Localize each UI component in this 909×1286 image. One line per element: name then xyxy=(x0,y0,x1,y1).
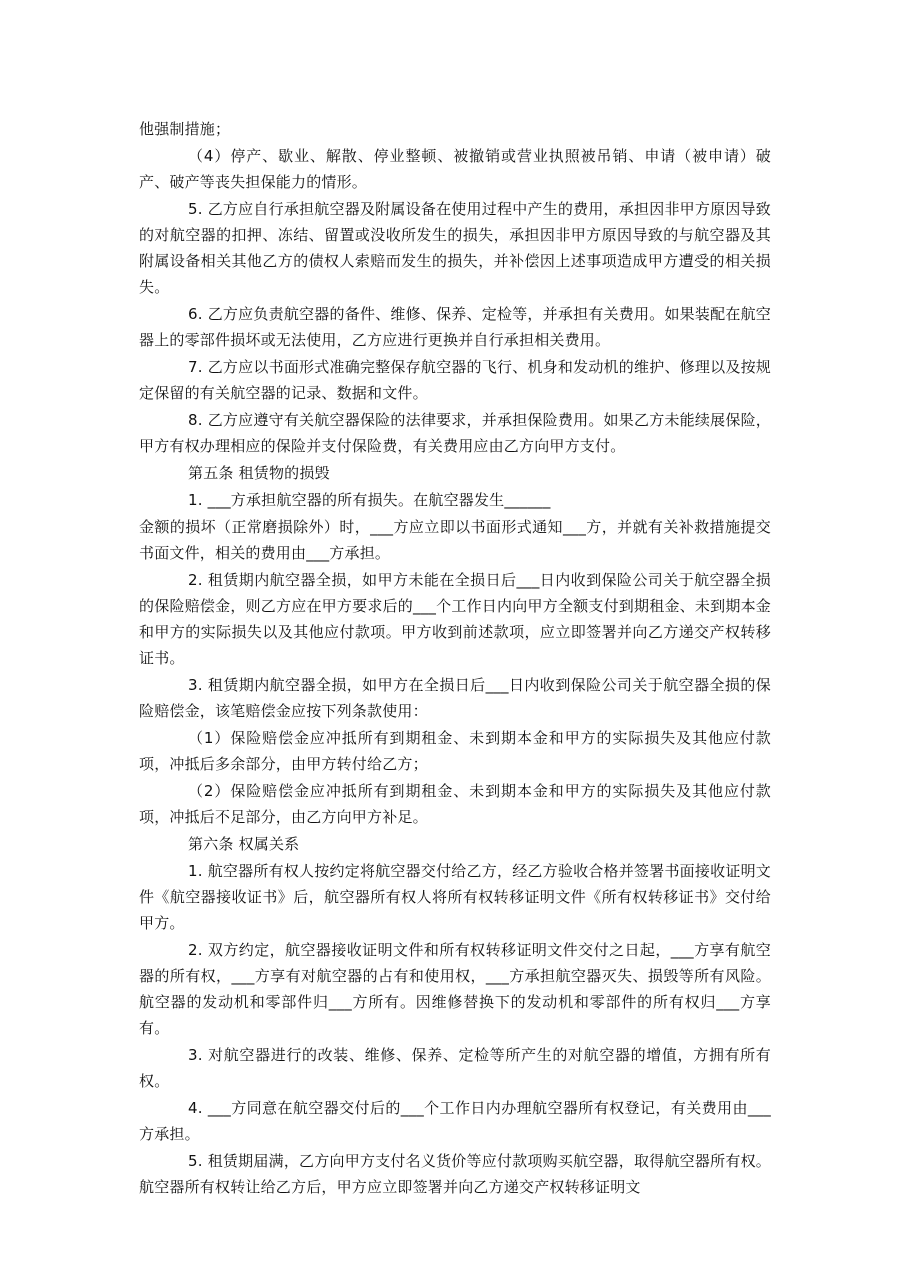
document-body xyxy=(139,115,771,1200)
paragraph: 1. ___方承担航空器的所有损失。在航空器发生______ xyxy=(188,491,551,509)
paragraph: 5. 租赁期届满，乙方向甲方支付名义货价等应付款项购买航空器，取得航空器所有权。航空器所有权转让给乙方后，甲方应立即签署并向乙方递交产权转移证明文 xyxy=(139,1152,771,1196)
paragraph: 金额的损坏（正常磨损除外）时，___方应立即以书面形式通知___方，并就有关补救措施提交书面文件，相关的费用由___方承担。 xyxy=(139,518,771,562)
paragraph: 2. 租赁期内航空器全损，如甲方未能在全损日后___日内收到保险公司关于航空器全损的保险赔偿金，则乙方应在甲方要求后的___个工作日内向甲方全额支付到期租金、未到期本金和甲方的实际损失以及其他应付款项。甲方收到前述款项，应立即签署并向乙方递交产权转移证书。 xyxy=(139,571,771,667)
paragraph: 1. 航空器所有权人按约定将航空器交付给乙方，经乙方验收合格并签署书面接收证明文件《航空器接收证书》后，航空器所有权人将所有权转移证明文件《所有权转移证书》交付给甲方。 xyxy=(139,862,771,932)
paragraph: 2. 双方约定，航空器接收证明文件和所有权转移证明文件交付之日起，___方享有航空器的所有权，___方享有对航空器的占有和使用权，___方承担航空器灭失、损毁等所有风险。航空器的发动机和零部件归___方所有。因维修替换下的发动机和零部件的所有权归___方享有。 xyxy=(139,941,771,1037)
paragraph: （2）保险赔偿金应冲抵所有到期租金、未到期本金和甲方的实际损失及其他应付款项，冲抵后不足部分，由乙方向甲方补足。 xyxy=(139,782,771,826)
paragraph: 7. 乙方应以书面形式准确完整保存航空器的飞行、机身和发动机的维护、修理以及按规定保留的有关航空器的记录、数据和文件。 xyxy=(139,358,771,402)
paragraph: 8. 乙方应遵守有关航空器保险的法律要求，并承担保险费用。如果乙方未能续展保险，甲方有权办理相应的保险并支付保险费，有关费用应由乙方向甲方支付。 xyxy=(139,411,771,455)
paragraph: （1）保险赔偿金应冲抵所有到期租金、未到期本金和甲方的实际损失及其他应付款项，冲抵后多余部分，由甲方转付给乙方； xyxy=(139,729,771,773)
paragraph: 3. 租赁期内航空器全损，如甲方在全损日后___日内收到保险公司关于航空器全损的保险赔偿金，该笔赔偿金应按下列条款使用： xyxy=(139,676,771,720)
paragraph: 他强制措施； xyxy=(139,120,231,138)
paragraph: 第六条 权属关系 xyxy=(188,835,300,853)
paragraph: 6. 乙方应负责航空器的备件、维修、保养、定检等，并承担有关费用。如果装配在航空器上的零部件损坏或无法使用，乙方应进行更换并自行承担相关费用。 xyxy=(139,305,771,349)
paragraph: 3. 对航空器进行的改装、维修、保养、定检等所产生的对航空器的增值，方拥有所有权。 xyxy=(139,1046,771,1090)
paragraph: 5. 乙方应自行承担航空器及附属设备在使用过程中产生的费用，承担因非甲方原因导致的对航空器的扣押、冻结、留置或没收所发生的损失，承担因非甲方原因导致的与航空器及其附属设备相关其他乙方的债权人索赔而发生的损失，并补偿因上述事项造成甲方遭受的相关损失。 xyxy=(139,200,771,296)
paragraph: （4）停产、歇业、解散、停业整顿、被撤销或营业执照被吊销、申请（被申请）破产、破产等丧失担保能力的情形。 xyxy=(139,147,771,191)
paragraph: 4. ___方同意在航空器交付后的___个工作日内办理航空器所有权登记，有关费用由___方承担。 xyxy=(139,1099,771,1143)
paragraph: 第五条 租赁物的损毁 xyxy=(188,464,330,482)
